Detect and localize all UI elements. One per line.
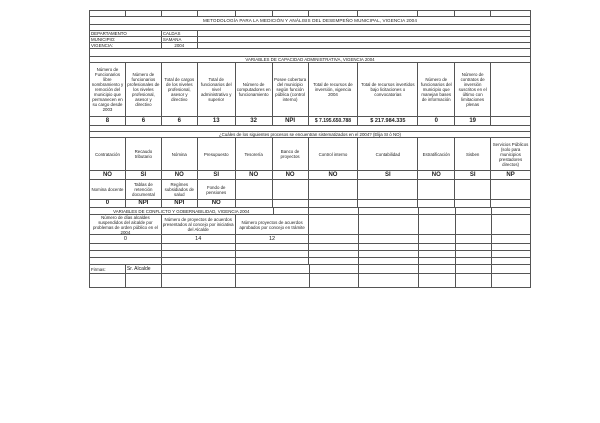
info-value: 2004 — [162, 43, 198, 49]
process-value: SI — [198, 171, 236, 180]
process-value: SI — [126, 171, 162, 180]
processes-values-row-2 — [89, 200, 531, 208]
capacity-column-label: Número de contratos de inversión suscritos en el último con limitaciones plenas — [455, 63, 491, 117]
processes-values-row — [89, 171, 531, 180]
signature-name: Sr. Alcalde — [126, 265, 162, 274]
info-value: SAMANA — [162, 37, 198, 43]
conflict-value: 14 — [162, 235, 236, 244]
process-label: Fondo de pensiones — [198, 180, 236, 200]
process-label: Estratificación — [418, 138, 455, 171]
blank-row — [89, 258, 531, 265]
capacity-column-label: Número de computadores en funcionamiento — [236, 63, 273, 117]
capacity-value: 8 — [90, 117, 126, 126]
process-label: Presupuesto — [198, 138, 236, 171]
capacity-column-label: Número de funcionarios profesionales de los niveles profesional, asesor y directivo — [126, 63, 162, 117]
process-value: NO — [418, 171, 455, 180]
blank-row — [89, 274, 531, 288]
capacity-column-label: Posee cobertura del municipio según función pública (control interno) — [273, 63, 309, 117]
capacity-column-label: Total de recursos de inversión, vigencia 2004 — [309, 63, 359, 117]
info-label: VIGENCIA: — [90, 43, 162, 49]
capacity-value: 19 — [455, 117, 491, 126]
process-label: Servicios Públicos (solo para municipios prestadores directos) — [491, 138, 531, 171]
process-value: NO — [236, 171, 273, 180]
signature-row — [89, 265, 531, 274]
signature-label: Firmas: — [90, 265, 126, 274]
capacity-value: 6 — [126, 117, 162, 126]
blank-row — [89, 49, 531, 57]
process-value: NP — [491, 171, 531, 180]
spreadsheet — [89, 10, 531, 288]
process-label: Contabilidad — [358, 138, 418, 171]
process-label: Nómina — [162, 138, 198, 171]
capacity-column-label: Total de cargos de los niveles profesional, asesor y directivo — [162, 63, 198, 117]
process-label: Contratación — [90, 138, 126, 171]
capacity-value: 0 — [418, 117, 455, 126]
process-value: NPI — [162, 200, 198, 208]
conflict-label: Número proyectos de acuerdos aprobados por concejo en trámite — [236, 215, 310, 235]
conflict-labels-row — [89, 215, 531, 235]
blank-row — [89, 10, 531, 17]
process-label: Tablas de retención documental — [126, 180, 162, 200]
capacity-column-label: Total de recursos invertidos bajo licitaciones o convocatorias — [358, 63, 418, 117]
process-value: NO — [273, 171, 309, 180]
process-value: NO — [198, 200, 236, 208]
info-label: MUNICIPIO: — [90, 37, 162, 43]
process-label: Regímes subsidiados de salud — [162, 180, 198, 200]
processes-question: ¿Cuáles de los siguientes procesos se encuentran sistematizados en el 2004? (Elija SI ó NO) — [90, 132, 531, 138]
process-value: NO — [309, 171, 359, 180]
conflict-label: Número de días alcaldes suspendidos del alcalde por problemas de orden público en el 2004 — [90, 215, 162, 235]
process-value: SI — [358, 171, 418, 180]
title-row — [89, 17, 531, 25]
conflict-label: Número de proyectos de acuerdos presentados al concejo por iniciativa del Alcalde — [162, 215, 236, 235]
capacity-value: NPI — [273, 117, 309, 126]
capacity-value: 6 — [162, 117, 198, 126]
conflict-value: 0 — [90, 235, 162, 244]
process-value: 0 — [90, 200, 126, 208]
process-label: Tesorería — [236, 138, 273, 171]
process-label: Recaudo tributario — [126, 138, 162, 171]
blank-row — [89, 251, 531, 258]
page-title: METODOLOGÍA PARA LA MEDICIÓN Y ANÁLISIS DEL DESEMPEÑO MUNICIPAL, VIGENCIA 2004 — [90, 17, 531, 25]
capacity-labels-row — [89, 63, 531, 117]
info-label: DEPARTAMENTO — [90, 31, 162, 37]
capacity-column-label: Total de funcionarios del nivel administrativo y superior — [198, 63, 236, 117]
process-label: Sisben — [455, 138, 491, 171]
conflict-values-row — [89, 235, 531, 244]
conflict-value: 12 — [236, 235, 310, 244]
blank-row — [89, 244, 531, 251]
capacity-value: $ 7.195.650.788 — [309, 117, 359, 126]
processes-labels-row — [89, 138, 531, 171]
process-label: Control interno — [309, 138, 359, 171]
processes-labels-row-2 — [89, 180, 531, 200]
process-value: SI — [455, 171, 491, 180]
capacity-column-label: Número de funcionarios del municipio que manejan bases de información — [418, 63, 455, 117]
capacity-value: 13 — [198, 117, 236, 126]
capacity-value: $ 217.984.335 — [358, 117, 418, 126]
process-value: NO — [162, 171, 198, 180]
capacity-values-row — [89, 117, 531, 126]
capacity-header: VARIABLES DE CAPACIDAD ADMINISTRATIVA, VIGENCIA 2004 — [90, 57, 531, 63]
info-value: CALDAS — [162, 31, 198, 37]
capacity-column-label: Número de Funcionarios libre nombramiento y remoción del municipio que permanecen en su cargo desde 2003 — [90, 63, 126, 117]
process-label: Nomina docente — [90, 180, 126, 200]
capacity-value: 32 — [236, 117, 273, 126]
process-label: Banco de proyectos — [273, 138, 309, 171]
process-value: NPI — [126, 200, 162, 208]
process-value: NO — [90, 171, 126, 180]
conflict-header: VARIABLES DE CONFLICTO Y GOBERNABILIDAD, VIGENCIA 2004 — [90, 208, 274, 215]
conflict-header-row — [89, 208, 531, 215]
